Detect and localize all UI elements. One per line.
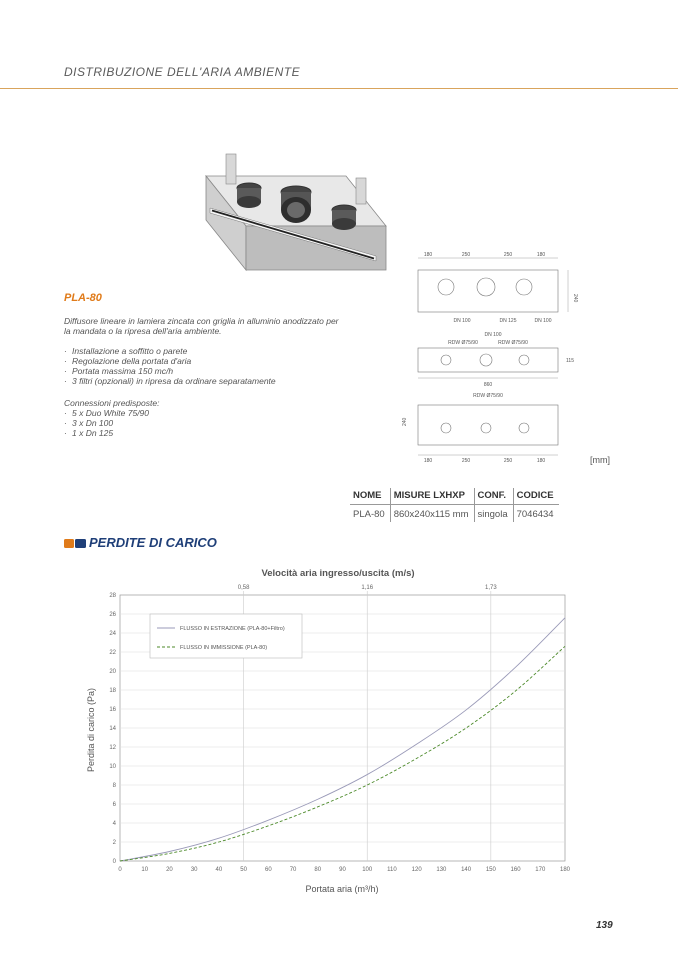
spec-cell: 860x240x115 mm	[390, 505, 474, 523]
feature-item: · Installazione a soffitto o parete	[64, 346, 354, 356]
dim-label: 180	[536, 458, 546, 464]
chart-x-tick-label: 0	[118, 867, 122, 873]
chart-x-tick-label: 60	[264, 867, 272, 873]
dim-label: 860	[483, 382, 493, 388]
chart-x-tick-label: 40	[215, 867, 223, 873]
chart-y-tick-label: 22	[109, 650, 116, 656]
chart-x-tick-label: 20	[166, 867, 173, 873]
connection-label: RDW Ø75/90	[473, 393, 503, 399]
spec-table	[350, 488, 559, 522]
legend-label-injection: FLUSSO IN IMMISSIONE (PLA-80)	[180, 645, 268, 651]
legend-label-extraction: FLUSSO IN ESTRAZIONE (PLA-80+Filtro)	[180, 626, 285, 632]
connection-label: RDW Ø75/90	[448, 340, 478, 346]
dim-label: 180	[423, 252, 433, 258]
drawing-side-view	[418, 332, 574, 388]
spec-cell: PLA-80	[353, 509, 385, 520]
feature-item: · Portata massima 150 mc/h	[64, 366, 354, 376]
chart-x-tick-label: 150	[485, 867, 496, 873]
pressure-loss-chart	[0, 560, 678, 900]
chart-y-tick-label: 0	[112, 859, 116, 865]
chart-x-tick-label: 110	[387, 867, 397, 873]
dim-label: 240	[402, 417, 408, 426]
chart-x-tick-label: 30	[190, 867, 198, 873]
chart-y-tick-label: 10	[109, 764, 116, 770]
product-illustration	[196, 148, 396, 278]
section-title: DISTRIBUZIONE DELL'ARIA AMBIENTE	[64, 65, 301, 79]
dim-label: 250	[503, 252, 513, 258]
spec-row	[350, 505, 559, 523]
dim-label: 115	[566, 358, 574, 364]
connections-list	[64, 408, 149, 438]
chart-y-tick-label: 12	[109, 745, 116, 751]
chart-x-tick-label: 90	[339, 867, 346, 873]
chart-y-tick-label: 28	[109, 593, 116, 599]
losses-title: PERDITE DI CARICO	[89, 535, 217, 550]
chart-y-tick-label: 18	[109, 688, 116, 694]
dim-label: 240	[572, 294, 578, 303]
feature-item: · Regolazione della portata d'aria	[64, 356, 354, 366]
connection-label: DN 125	[499, 318, 517, 324]
spec-header: NOME	[350, 488, 390, 505]
chart-series-injection	[120, 646, 565, 861]
chart-top-tick-label: 0,58	[237, 585, 250, 591]
chart-title: Velocità aria ingresso/uscita (m/s)	[261, 568, 415, 579]
chart-top-tick-label: 1,16	[361, 585, 374, 591]
chart-x-tick-label: 170	[535, 867, 546, 873]
chart-y-tick-label: 2	[112, 840, 116, 846]
chart-x-tick-label: 70	[289, 867, 297, 873]
chart-x-tick-label: 180	[559, 867, 571, 873]
chart-x-tick-label: 140	[461, 867, 472, 873]
connection-label: DN 100	[534, 318, 552, 324]
chart-y-tick-label: 4	[112, 821, 116, 827]
chart-x-axis-label: Portata aria (m³/h)	[305, 884, 379, 894]
section-marker-icon	[64, 539, 86, 548]
chart-y-tick-label: 20	[109, 669, 116, 675]
chart-y-tick-label: 24	[109, 631, 116, 637]
header-divider	[0, 88, 678, 89]
connection-label: RDW Ø75/90	[498, 340, 528, 346]
spec-header-row	[350, 488, 559, 505]
unit-label: [mm]	[590, 455, 610, 465]
chart-y-tick-label: 26	[109, 612, 116, 618]
spec-header: CODICE	[513, 488, 558, 505]
feature-item: · 3 filtri (opzionali) in ripresa da ordinare separatamente	[64, 376, 354, 386]
connection-item: · 5 x Duo White 75/90	[64, 408, 149, 418]
chart-x-tick-label: 130	[436, 867, 447, 873]
chart-y-axis-label: Perdita di carico (Pa)	[86, 687, 96, 773]
product-description: Diffusore lineare in lamiera zincata con griglia in alluminio anodizzato per la mandata o la ripresa dell'aria ambiente.	[64, 316, 339, 336]
connection-item: · 3 x Dn 100	[64, 418, 149, 428]
feature-list	[64, 346, 354, 386]
connection-label: DN 100	[453, 318, 471, 324]
spec-header: MISURE LXHXP	[390, 488, 474, 505]
dim-label: 180	[536, 252, 546, 258]
chart-legend	[150, 614, 302, 658]
connection-item: · 1 x Dn 125	[64, 428, 149, 438]
chart-x-tick-label: 100	[362, 867, 373, 873]
connections-title: Connessioni predisposte:	[64, 398, 160, 408]
dim-label: 250	[461, 252, 471, 258]
dim-label: 250	[461, 458, 471, 464]
product-name: PLA-80	[64, 292, 102, 304]
chart-x-tick-label: 10	[141, 867, 149, 873]
drawing-top-view	[418, 252, 578, 324]
chart-top-tick-label: 1,73	[484, 585, 497, 591]
chart-y-tick-label: 8	[112, 783, 116, 789]
chart-x-tick-label: 160	[510, 867, 521, 873]
dim-label: 250	[503, 458, 513, 464]
chart-y-tick-label: 14	[109, 726, 116, 732]
chart-x-tick-label: 120	[411, 867, 422, 873]
connection-label: DN 100	[484, 332, 502, 338]
spec-header: CONF.	[474, 488, 513, 505]
chart-x-tick-label: 80	[314, 867, 322, 873]
drawing-bottom-view	[402, 393, 558, 464]
page-number: 139	[596, 920, 613, 931]
chart-y-tick-label: 6	[112, 802, 116, 808]
spec-cell: singola	[474, 505, 513, 523]
spec-cell: 7046434	[513, 505, 558, 523]
chart-x-tick-label: 50	[240, 867, 247, 873]
chart-y-tick-label: 16	[109, 707, 116, 713]
dim-label: 180	[423, 458, 433, 464]
technical-drawings	[398, 250, 628, 470]
